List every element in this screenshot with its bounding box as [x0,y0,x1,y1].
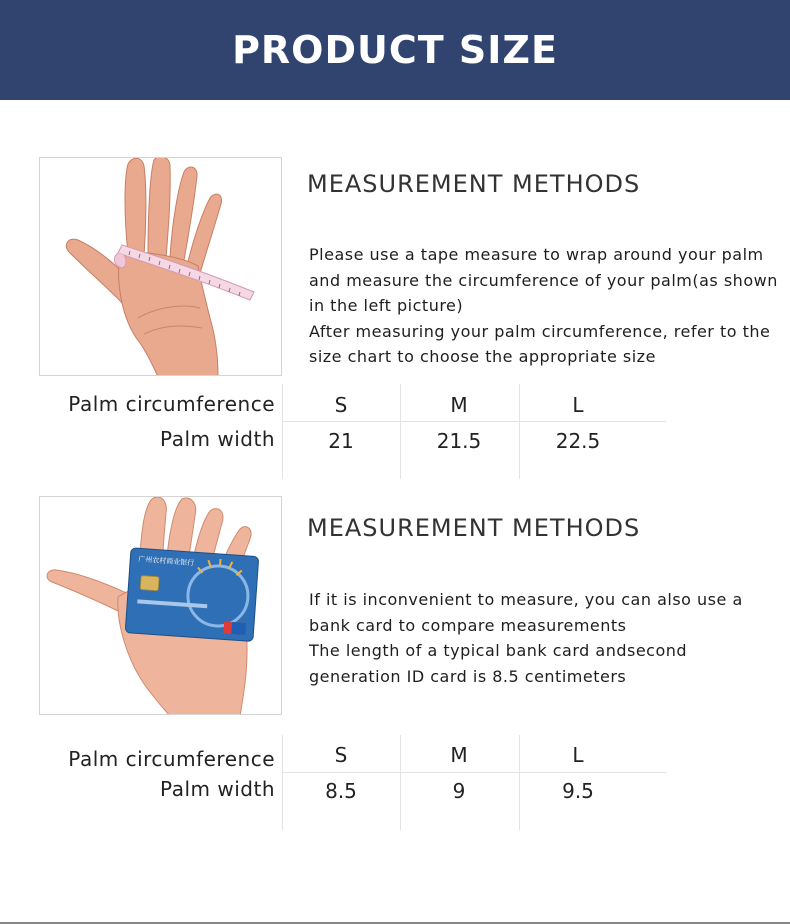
size-value-l: 22.5 [555,429,601,453]
section2-description [309,587,779,689]
section1-heading: MEASUREMENT METHODS [307,170,641,198]
row-label-circumference: Palm circumference [68,747,275,771]
table-divider [282,772,666,773]
card-bank-name: 广州农村商业银行 [138,555,195,568]
row-label-width: Palm width [160,777,275,801]
size-value-m: 9 [452,779,466,803]
header-banner [0,0,790,100]
row-label-circumference: Palm circumference [68,392,275,416]
size-header-l: L [572,743,584,767]
section2-paragraph-1: If it is inconvenient to measure, you can also use a bank card to compare measurements [309,590,743,635]
size-value-m: 21.5 [436,429,482,453]
hand-bank-card-image [39,496,282,715]
page-title: PRODUCT SIZE [232,28,558,72]
size-header-s: S [334,743,348,767]
section1-paragraph-1: Please use a tape measure to wrap around your palm and measure the circumference of your palm(as shown in the left picture) [309,245,778,315]
size-header-m: M [450,393,468,417]
size-value-s: 8.5 [325,779,357,803]
size-header-s: S [334,393,348,417]
size-table-2 [0,735,790,835]
size-table-1 [0,384,790,484]
section2-paragraph-2: The length of a typical bank card andsecond generation ID card is 8.5 centimeters [309,641,688,686]
size-header-m: M [450,743,468,767]
hand-holding-bank-card-icon [40,497,282,715]
size-value-s: 21 [328,429,354,453]
table-divider [282,421,666,422]
size-value-l: 9.5 [562,779,594,803]
size-header-l: L [572,393,584,417]
row-label-width: Palm width [160,427,275,451]
section1-paragraph-2: After measuring your palm circumference, refer to the size chart to choose the appropriate size [309,321,771,366]
section1-description [309,242,779,370]
section2-heading: MEASUREMENT METHODS [307,514,641,542]
hand-tape-measure-image [39,157,282,376]
hand-with-tape-measure-icon [40,158,282,376]
